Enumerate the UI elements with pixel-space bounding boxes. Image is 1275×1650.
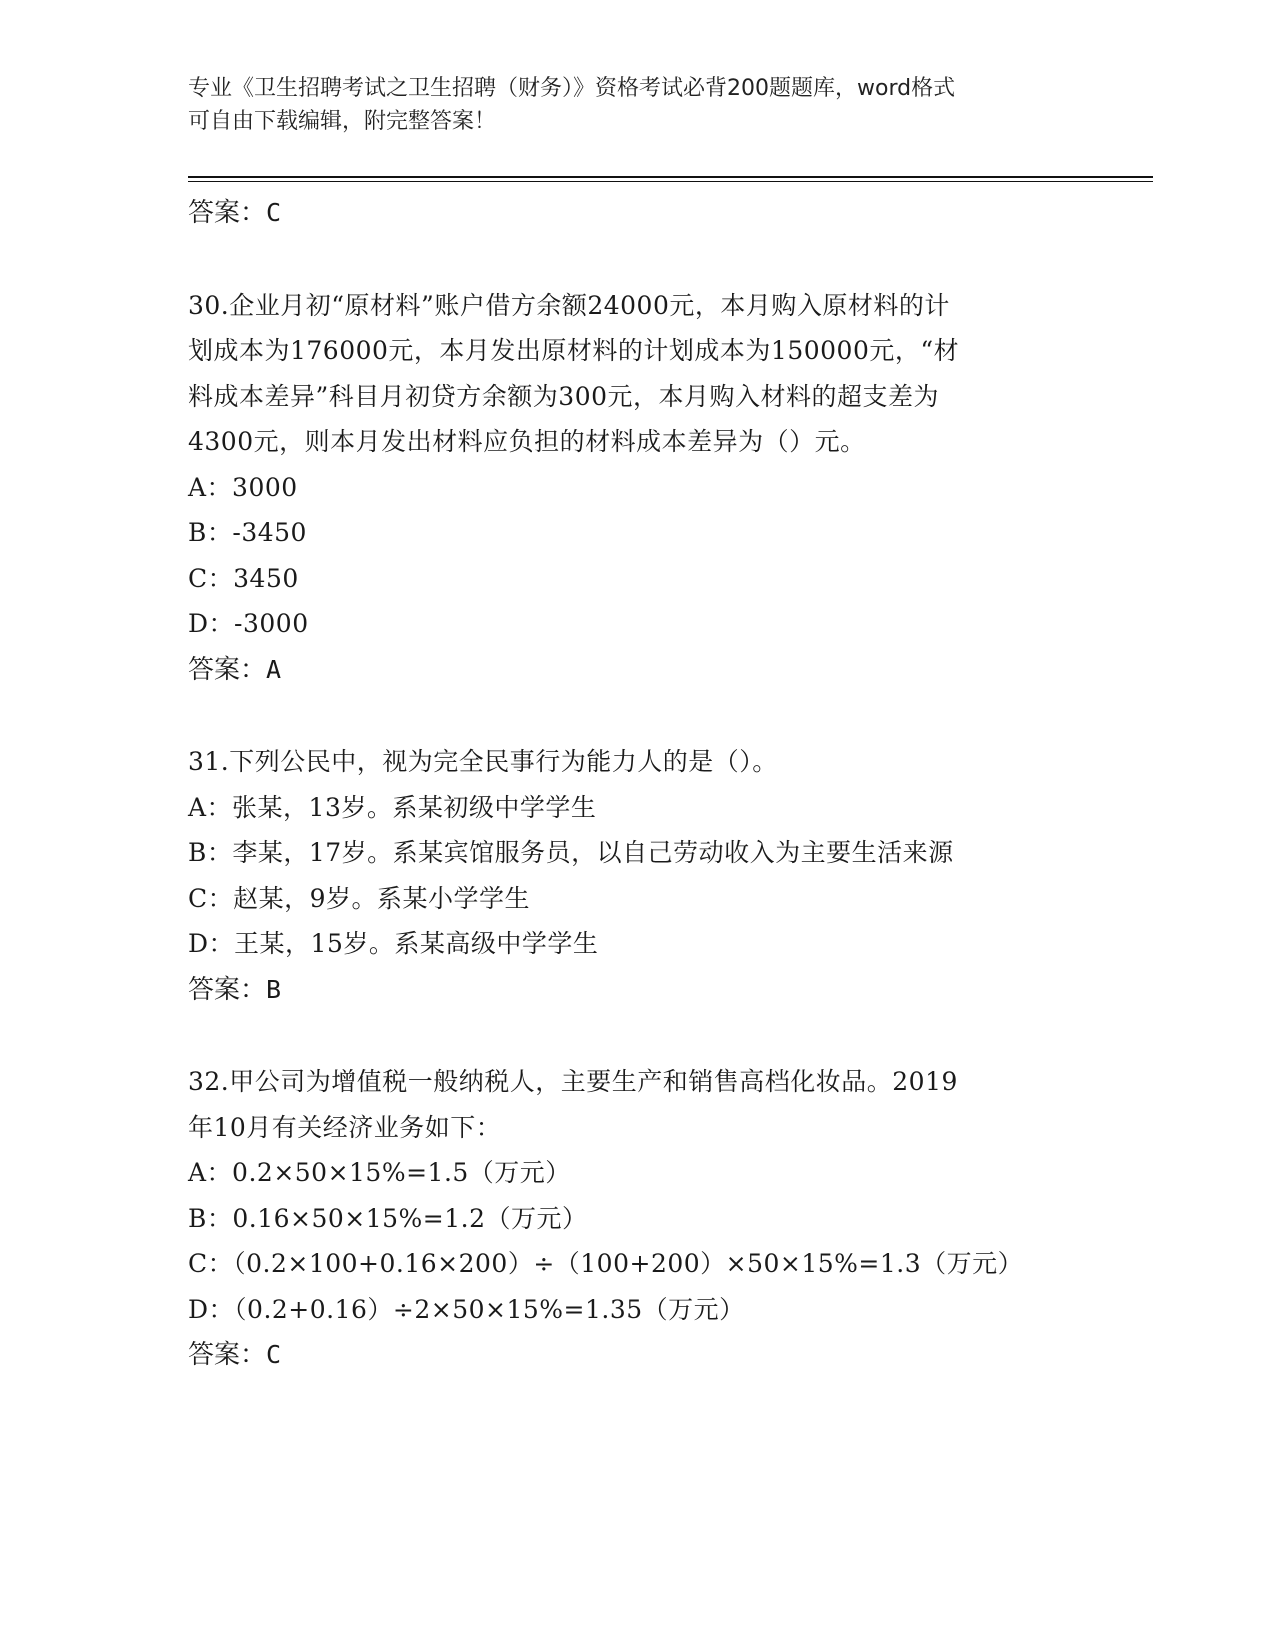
- option-a: A：0.2×50×15%=1.5（万元）: [188, 1158, 571, 1187]
- header-line-1: 专业《卫生招聘考试之卫生招聘（财务）》资格考试必背200题题库，word格式: [188, 76, 956, 101]
- question-31: [188, 739, 1088, 1013]
- question-stem-line: 4300元，则本月发出材料应负担的材料成本差异为（）元。: [188, 427, 866, 456]
- answer-value: A: [266, 654, 282, 684]
- option-c: C：3450: [188, 563, 299, 593]
- option-b: B：-3450: [188, 518, 307, 547]
- option-a: A：张某，13岁。系某初级中学学生: [188, 792, 597, 822]
- answer-line: [188, 190, 1088, 237]
- page-content: [188, 190, 1088, 1379]
- option-b: B：0.16×50×15%=1.2（万元）: [188, 1203, 588, 1233]
- option-b: B：李某，17岁。系某宾馆服务员，以自己劳动收入为主要生活来源: [188, 838, 954, 867]
- spacer: [188, 693, 1088, 739]
- answer-value: C: [266, 1340, 282, 1369]
- question-stem-line: 划成本为176000元，本月发出原材料的计划成本为150000元，“材: [188, 336, 960, 365]
- question-30: [188, 283, 1088, 694]
- option-a: A：3000: [188, 472, 298, 502]
- answer-label: 答案：: [188, 654, 267, 685]
- answer-label: 答案：: [188, 974, 267, 1005]
- option-d: D：王某，15岁。系某高级中学学生: [188, 929, 599, 958]
- answer-value: B: [266, 974, 282, 1004]
- option-d: D：（0.2+0.16）÷2×50×15%=1.35（万元）: [188, 1294, 745, 1324]
- spacer: [188, 1013, 1088, 1059]
- header-rule-thin: [188, 181, 1153, 182]
- option-d: D：-3000: [188, 609, 309, 638]
- answer-label: 答案：: [188, 1340, 267, 1370]
- answer-line: [188, 647, 1088, 694]
- page-header: [188, 72, 1068, 138]
- spacer: [188, 237, 1088, 283]
- header-line-2: 可自由下载编辑，附完整答案！: [188, 109, 497, 134]
- question-32: [188, 1059, 1088, 1379]
- answer-label: 答案：: [188, 198, 267, 228]
- answer-line: [188, 1332, 1088, 1379]
- question-stem-line: 年10月有关经济业务如下：: [188, 1112, 502, 1142]
- answer-line: [188, 967, 1088, 1014]
- question-stem-line: 31.下列公民中，视为完全民事行为能力人的是（）。: [188, 747, 778, 776]
- header-rule-thick: [188, 176, 1153, 178]
- question-stem-line: 30.企业月初“原材料”账户借方余额24000元，本月购入原材料的计: [188, 290, 950, 320]
- answer-value: C: [266, 198, 282, 227]
- option-c: C：（0.2×100+0.16×200）÷（100+200）×50×15%=1.3（万元）: [188, 1249, 1024, 1278]
- question-stem-line: 32.甲公司为增值税一般纳税人，主要生产和销售高档化妆品。2019: [188, 1067, 958, 1096]
- question-stem-line: 料成本差异”科目月初贷方余额为300元，本月购入材料的超支差为: [188, 381, 940, 411]
- option-c: C：赵某，9岁。系某小学学生: [188, 883, 531, 913]
